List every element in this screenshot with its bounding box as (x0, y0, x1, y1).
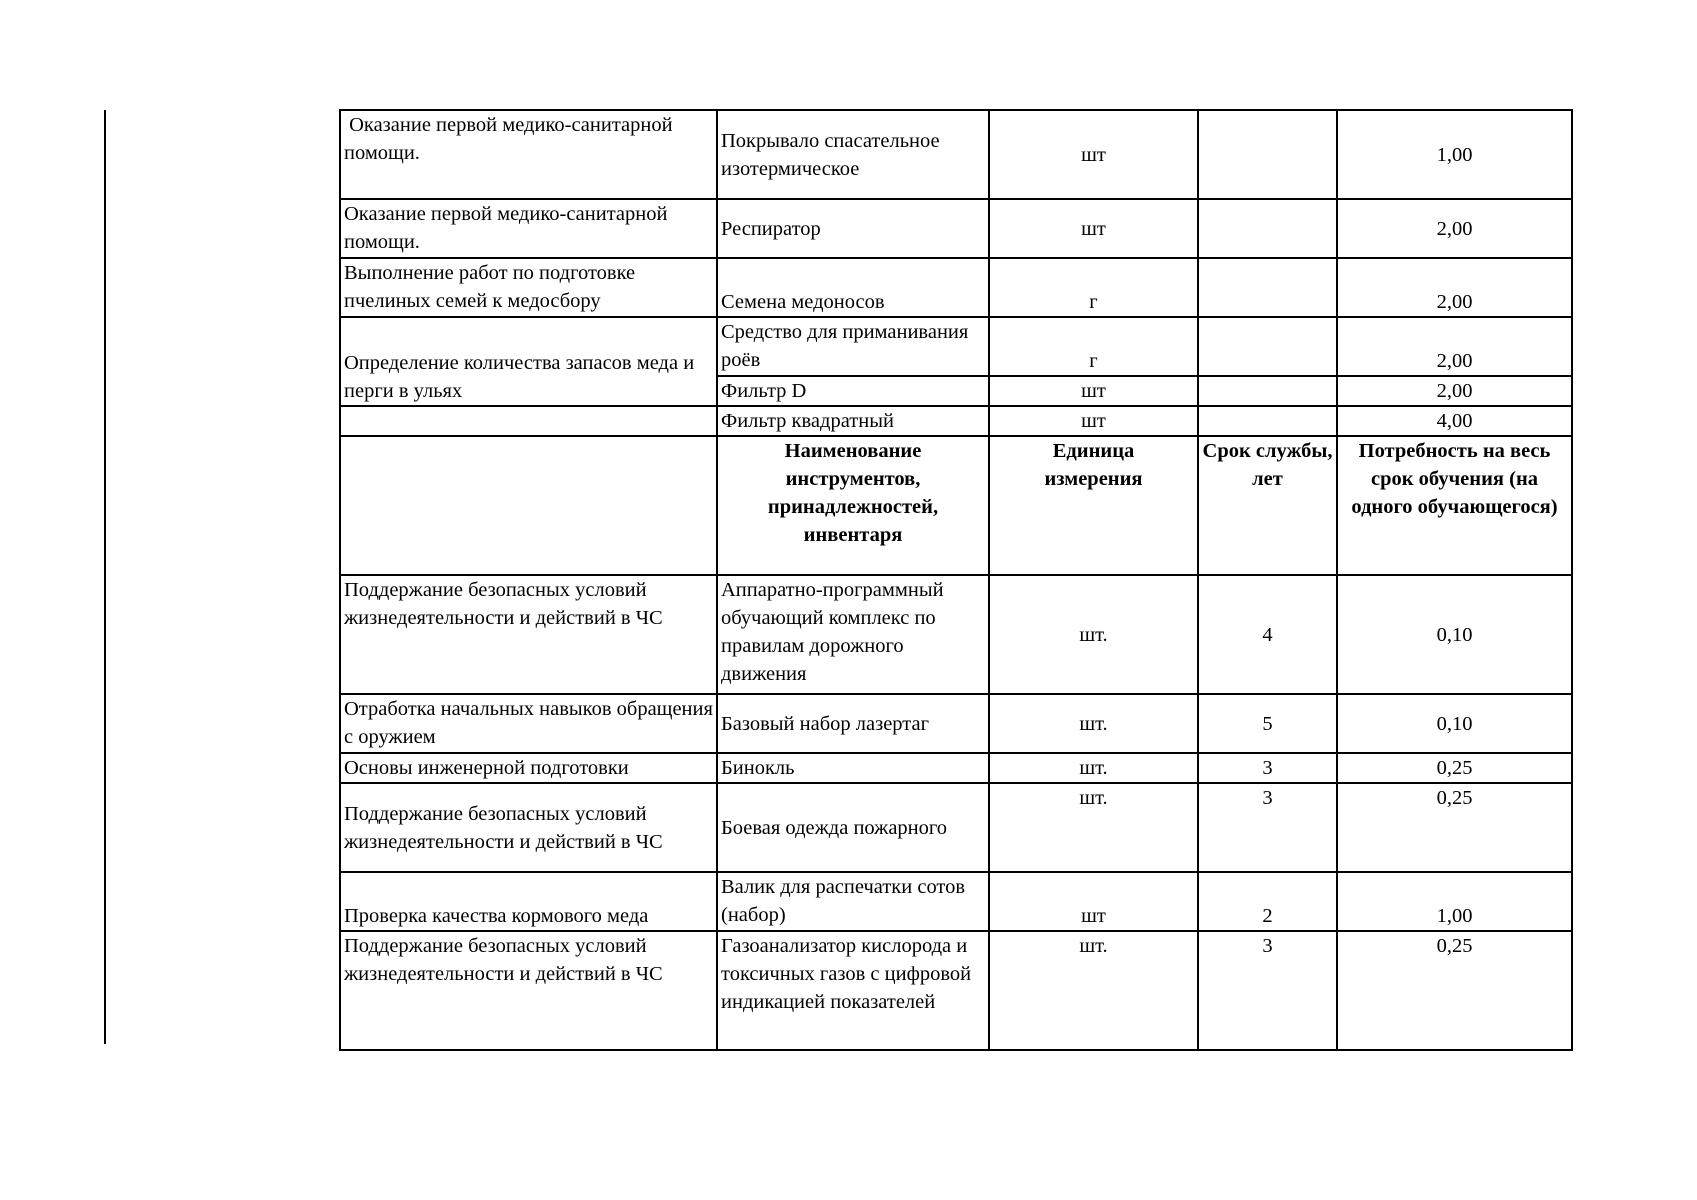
header-name: Наименование инструментов, принадлежностей, инвентаря (717, 436, 989, 575)
unit-cell: шт. (989, 753, 1198, 783)
equipment-table (339, 109, 1573, 1051)
table-row (340, 753, 1572, 783)
need-cell: 4,00 (1337, 406, 1572, 436)
header-need: Потребность на весь срок обучения (на одного обучающегося) (1337, 436, 1572, 575)
table-row (340, 406, 1572, 436)
table-row (340, 110, 1572, 199)
item-cell: Семена медоносов (717, 258, 989, 317)
unit-cell: шт (989, 406, 1198, 436)
need-cell: 1,00 (1337, 110, 1572, 199)
topic-cell: Поддержание безопасных условий жизнедеятельности и действий в ЧС (340, 931, 717, 1050)
table-header-row (340, 436, 1572, 575)
header-life: Срок службы, лет (1198, 436, 1337, 575)
table-row (340, 317, 1572, 376)
topic-cell: Поддержание безопасных условий жизнедеятельности и действий в ЧС (340, 575, 717, 694)
table-row (340, 783, 1572, 872)
unit-cell: шт. (989, 694, 1198, 753)
topic-cell: Проверка качества кормового меда (340, 872, 717, 931)
need-cell: 0,25 (1337, 753, 1572, 783)
item-cell: Респиратор (717, 199, 989, 258)
need-cell: 2,00 (1337, 199, 1572, 258)
topic-cell (340, 406, 717, 436)
life-cell (1198, 199, 1337, 258)
table-row (340, 694, 1572, 753)
topic-cell: Определение количества запасов меда и перги в ульях (340, 317, 717, 406)
table-row (340, 872, 1572, 931)
item-cell: Бинокль (717, 753, 989, 783)
need-cell: 2,00 (1337, 317, 1572, 376)
life-cell: 2 (1198, 872, 1337, 931)
life-cell: 5 (1198, 694, 1337, 753)
life-cell (1198, 110, 1337, 199)
topic-cell: Поддержание безопасных условий жизнедеятельности и действий в ЧС (340, 783, 717, 872)
topic-cell: Выполнение работ по подготовке пчелиных семей к медосбору (340, 258, 717, 317)
life-cell: 3 (1198, 931, 1337, 1050)
life-cell (1198, 317, 1337, 376)
page-margin-rule (104, 110, 106, 1044)
life-cell: 3 (1198, 753, 1337, 783)
life-cell: 4 (1198, 575, 1337, 694)
item-cell: Базовый набор лазертаг (717, 694, 989, 753)
unit-cell: шт (989, 199, 1198, 258)
item-cell: Средство для приманивания роёв (717, 317, 989, 376)
topic-cell: Основы инженерной подготовки (340, 753, 717, 783)
need-cell: 2,00 (1337, 376, 1572, 406)
need-cell: 0,10 (1337, 575, 1572, 694)
item-cell: Покрывало спасательное изотермическое (717, 110, 989, 199)
table-row (340, 258, 1572, 317)
need-cell: 0,25 (1337, 931, 1572, 1050)
table-row (340, 199, 1572, 258)
need-cell: 0,25 (1337, 783, 1572, 872)
unit-cell: шт (989, 376, 1198, 406)
item-cell: Фильтр D (717, 376, 989, 406)
life-cell (1198, 406, 1337, 436)
need-cell: 2,00 (1337, 258, 1572, 317)
unit-cell: шт (989, 872, 1198, 931)
topic-cell: Оказание первой медико-санитарной помощи. (340, 199, 717, 258)
header-unit: Единица измерения (989, 436, 1198, 575)
life-cell: 3 (1198, 783, 1337, 872)
unit-cell: шт. (989, 931, 1198, 1050)
topic-cell: Отработка начальных навыков обращения с оружием (340, 694, 717, 753)
life-cell (1198, 376, 1337, 406)
item-cell: Валик для распечатки сотов (набор) (717, 872, 989, 931)
unit-cell: г (989, 317, 1198, 376)
unit-cell: шт (989, 110, 1198, 199)
unit-cell: шт. (989, 575, 1198, 694)
unit-cell: г (989, 258, 1198, 317)
need-cell: 0,10 (1337, 694, 1572, 753)
table-row (340, 931, 1572, 1050)
life-cell (1198, 258, 1337, 317)
item-cell: Боевая одежда пожарного (717, 783, 989, 872)
header-empty-cell (340, 436, 717, 575)
item-cell: Аппаратно-программный обучающий комплекс по правилам дорожного движения (717, 575, 989, 694)
need-cell: 1,00 (1337, 872, 1572, 931)
item-cell: Фильтр квадратный (717, 406, 989, 436)
unit-cell: шт. (989, 783, 1198, 872)
item-cell: Газоанализатор кислорода и токсичных газов с цифровой индикацией показателей (717, 931, 989, 1050)
topic-cell: Оказание первой медико-санитарной помощи. (340, 110, 717, 199)
table-row (340, 575, 1572, 694)
